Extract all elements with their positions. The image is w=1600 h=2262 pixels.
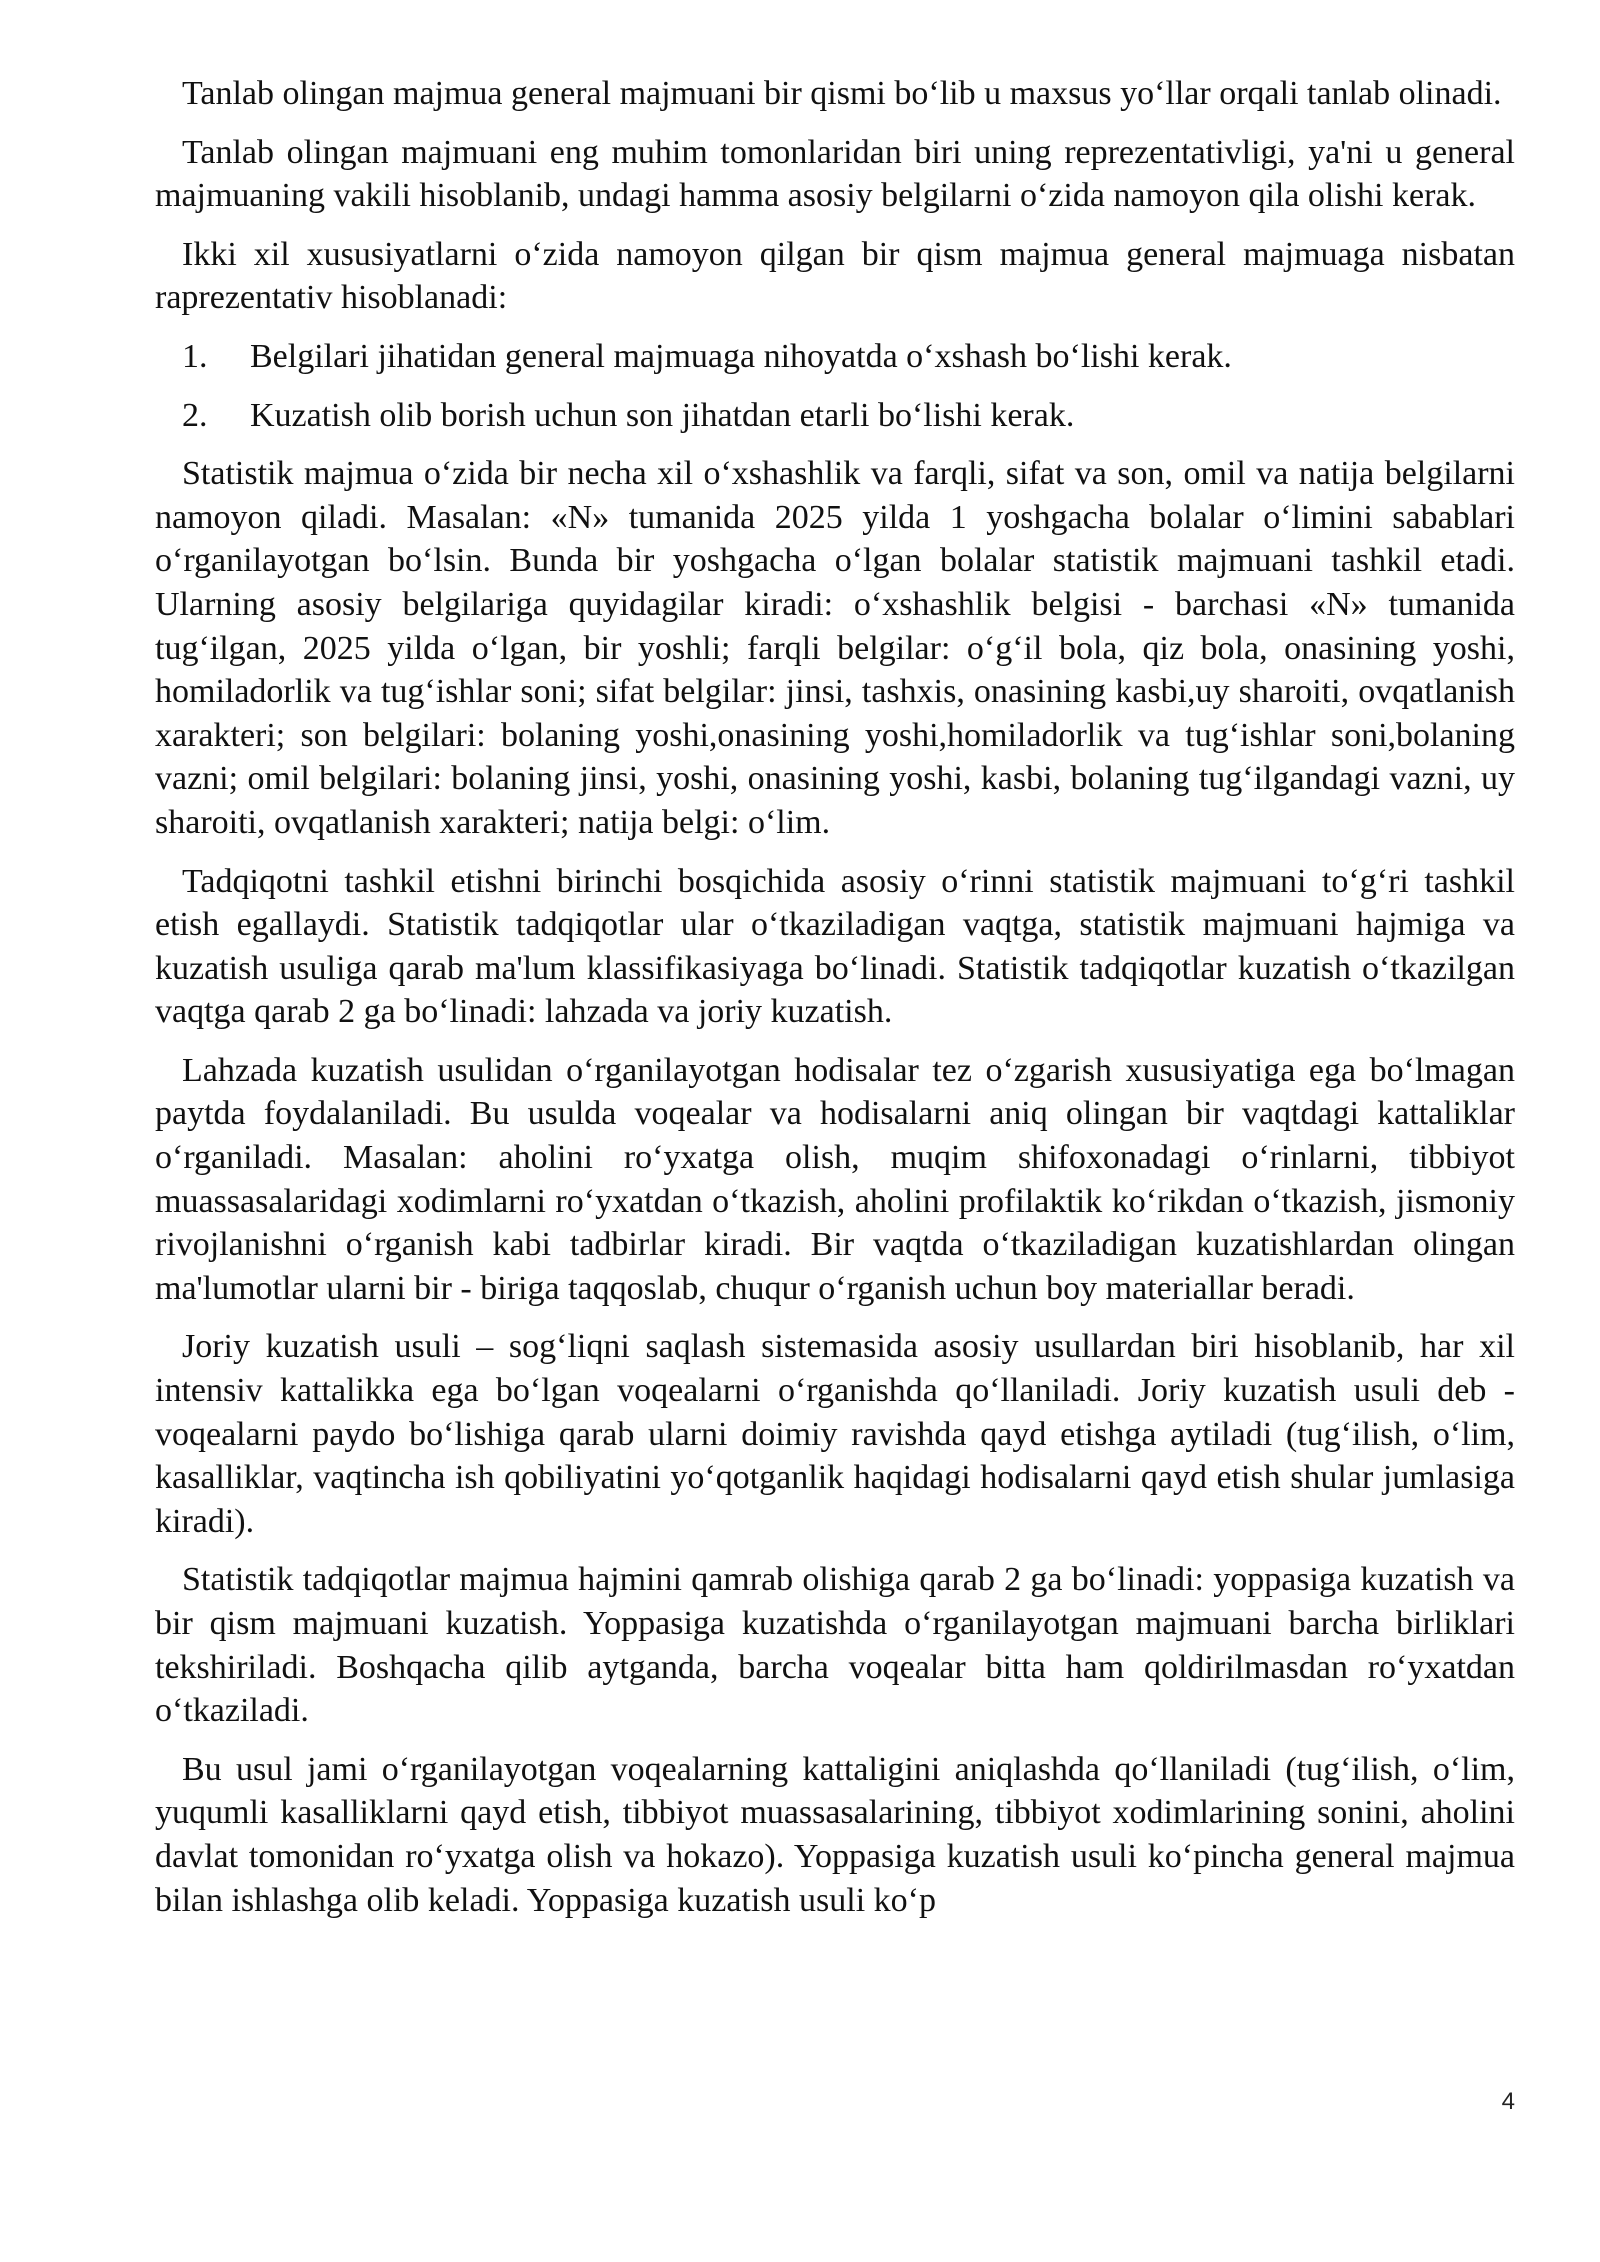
list-item-2 [155, 394, 1515, 438]
paragraph-3: Ikki xil xususiyatlarni o‘zida namoyon qilgan bir qism majmua general majmuaga nisbatan raprezentativ hisoblanadi: [155, 235, 1515, 317]
paragraph-5: Tadqiqotni tashkil etishni birinchi bosqichida asosiy o‘rinni statistik majmuani to‘g‘ri tashkil etish egallaydi. Statistik tadqiqotlar ular o‘tkaziladigan vaqtga, statistik majmuani hajmiga va kuzatish usuliga qarab ma'lum klassifikasiyaga bo‘linadi. Statistik tadqiqotlar kuzatish o‘tkazilgan vaqtga qarab 2 ga bo‘linadi: lahzada va joriy kuzatish. [155, 862, 1515, 1031]
list-text: Kuzatish olib borish uchun son jihatdan etarli bo‘lishi kerak. [250, 396, 1075, 434]
paragraph-7: Joriy kuzatish usuli – sog‘liqni saqlash sistemasida asosiy usullardan biri hisoblanib, har xil intensiv kattalikka ega bo‘lgan voqealarni o‘rganishda qo‘llaniladi. Joriy kuzatish usuli deb - voqealarni paydo bo‘lishiga qarab ularni doimiy ravishda qayd etishga aytiladi (tug‘ilish, o‘lim, kasalliklar, vaqtincha ish qobiliyatini yo‘qotganlik haqidagi hodisalarni qayd etish shular jumlasiga kiradi). [155, 1328, 1515, 1540]
paragraph-6: Lahzada kuzatish usulidan o‘rganilayotgan hodisalar tez o‘zgarish xususiyatiga ega bo‘lmagan paytda foydalaniladi. Bu usulda voqealar va hodisalarni aniq olingan bir vaqtdagi kattaliklar o‘rganiladi. Masalan: aholini ro‘yxatga olish, muqim shifoxonadagi o‘rinlarni, tibbiyot muassasalaridagi xodimlarni ro‘yxatdan o‘tkazish, aholini profilaktik ko‘rikdan o‘tkazish, jismoniy rivojlanishni o‘rganish kabi tadbirlar kiradi. Bir vaqtda o‘tkaziladigan kuzatishlardan olingan ma'lumotlar ularni bir - biriga taqqoslab, chuqur o‘rganish uchun boy materiallar beradi. [155, 1051, 1515, 1307]
document-page [155, 72, 1515, 1937]
list-item-1 [155, 335, 1515, 379]
paragraph-4: Statistik majmua o‘zida bir necha xil o‘xshashlik va farqli, sifat va son, omil va natija belgilarni namoyon qiladi. Masalan: «N» tumanida 2025 yilda 1 yoshgacha bolalar o‘limini sabablari o‘rganilayotgan bo‘lsin. Bunda bir yoshgacha o‘lgan bolalar statistik majmuani tashkil etadi. Ularning asosiy belgilariga quyidagilar kiradi: o‘xshashlik belgisi - barchasi «N» tumanida tug‘ilgan, 2025 yilda o‘lgan, bir yoshli; farqli belgilar: o‘g‘il bola, qiz bola, onasining yoshi, homiladorlik va tug‘ishlar soni; sifat belgilar: jinsi, tashxis, onasining kasbi,uy sharoiti, ovqatlanish xarakteri; son belgilari: bolaning yoshi,onasining yoshi,homiladorlik va tug‘ishlar soni,bolaning vazni; omil belgilari: bolaning jinsi, yoshi, onasining yoshi, kasbi, bolaning tug‘ilgandagi vazni, uy sharoiti, ovqatlanish xarakteri; natija belgi: o‘lim. [155, 455, 1515, 841]
paragraph-1: Tanlab olingan majmua general majmuani bir qismi bo‘lib u maxsus yo‘llar orqali tanlab olinadi. [182, 75, 1502, 112]
paragraph-2: Tanlab olingan majmuani eng muhim tomonlaridan biri uning reprezentativligi, ya'ni u general majmuaning vakili hisoblanib, undagi hamma asosiy belgilarni o‘zida namoyon qila olishi kerak. [155, 133, 1515, 215]
list-number: 1. [182, 337, 208, 375]
paragraph-8: Statistik tadqiqotlar majmua hajmini qamrab olishiga qarab 2 ga bo‘linadi: yoppasiga kuzatish va bir qism majmuani kuzatish. Yoppasiga kuzatishda o‘rganilayotgan majmuani barcha birliklari tekshiriladi. Boshqacha qilib aytganda, barcha voqealar bitta ham qoldirilmasdan ro‘yxatdan o‘tkaziladi. [155, 1561, 1515, 1730]
list-number: 2. [182, 396, 208, 434]
paragraph-9: Bu usul jami o‘rganilayotgan voqealarning kattaligini aniqlashda qo‘llaniladi (tug‘ilish, o‘lim, yuqumli kasalliklarni qayd etish, tibbiyot muassasalarining, tibbiyot xodimlarining sonini, aholini davlat tomonidan ro‘yxatga olish va hokazo). Yoppasiga kuzatish usuli ko‘pincha general majmua bilan ishlashga olib keladi. Yoppasiga kuzatish usuli ko‘p [155, 1750, 1515, 1919]
page-number: 4 [1501, 2088, 1515, 2115]
list-text: Belgilari jihatidan general majmuaga nihoyatda o‘xshash bo‘lishi kerak. [250, 337, 1232, 375]
